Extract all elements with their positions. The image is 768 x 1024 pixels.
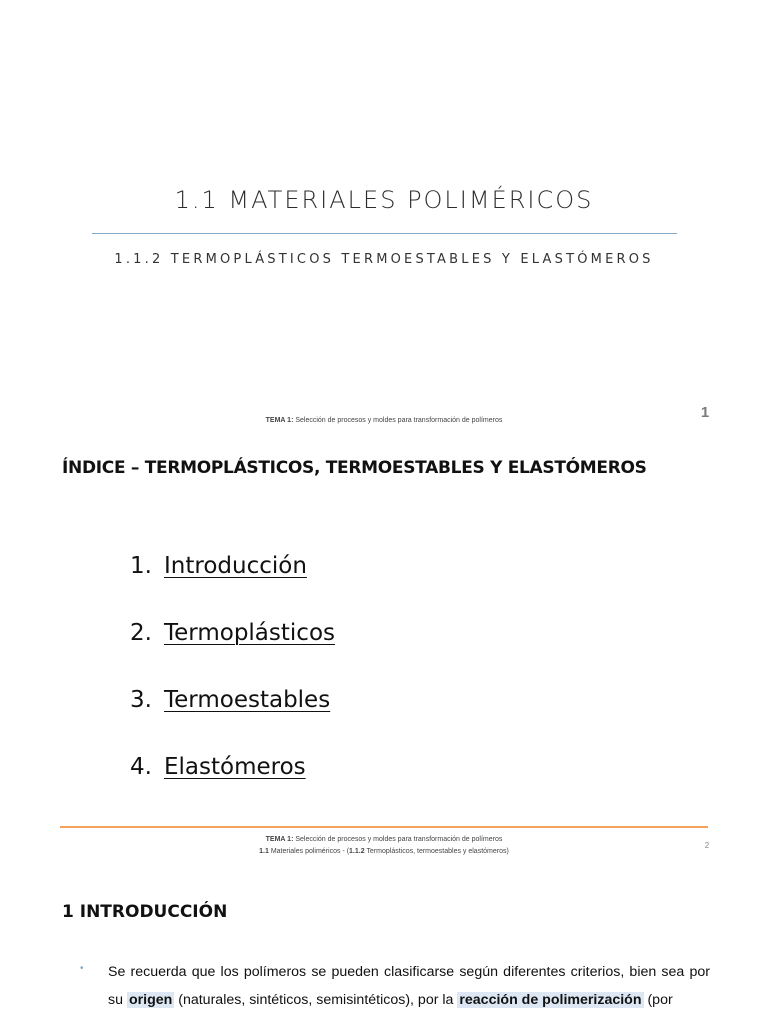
footer-subsection-text: Termoplásticos, termoestables y elastómeros) (364, 848, 509, 855)
page-number: 1 (700, 404, 710, 421)
footer-tema-text: Selección de procesos y moldes para transformación de polímeros (293, 836, 503, 843)
toc-link[interactable]: Elastómeros (164, 754, 306, 780)
index-title: ÍNDICE – TERMOPLÁSTICOS, TERMOESTABLES Y ELASTÓMEROS (62, 458, 647, 478)
footer-tema-text: Selección de procesos y moldes para transformación de polímeros (293, 417, 503, 424)
toc-item-termoestables[interactable] (130, 687, 330, 713)
toc-link[interactable]: Termoestables (164, 687, 331, 713)
slide2-footer-line1 (0, 836, 768, 843)
title-divider (92, 233, 677, 234)
para-text: Se recuerda que los polímeros se pueden clasificarse según diferentes criterios, bien sea por su (108, 964, 710, 1008)
page-number: 2 (704, 841, 710, 850)
toc-link[interactable]: Introducción (164, 553, 307, 579)
toc-number: 3. (130, 687, 152, 713)
footer-subsection-number: 1.1.2 (349, 848, 365, 855)
intro-paragraph (108, 958, 710, 1014)
toc-number: 1. (130, 553, 152, 579)
toc-number: 2. (130, 620, 152, 646)
footer-section-text: Materiales poliméricos - ( (268, 848, 350, 855)
toc-item-introduccion[interactable] (130, 553, 307, 579)
footer-tema-label: TEMA 1: (265, 836, 294, 843)
footer-section-number: 1.1 (259, 848, 269, 855)
bullet-icon: • (80, 963, 84, 974)
page-subtitle: 1.1.2 TERMOPLÁSTICOS TERMOESTABLES Y ELASTÓMEROS (114, 252, 654, 267)
toc-item-termoplasticos[interactable] (130, 620, 335, 646)
toc-link[interactable]: Termoplásticos (164, 620, 335, 646)
footer-tema-label: TEMA 1: (265, 417, 294, 424)
slide1-footer (0, 417, 768, 424)
toc-number: 4. (130, 754, 152, 780)
page-title: 1.1 MATERIALES POLIMÉRICOS (174, 186, 594, 214)
para-text: (por (643, 992, 673, 1008)
highlight-reaccion: reacción de polimerización (459, 992, 642, 1008)
para-text: (naturales, sintéticos, semisintéticos), por la (174, 992, 458, 1008)
section-title: 1 INTRODUCCIÓN (62, 902, 228, 922)
slide2-footer-line2 (0, 848, 768, 855)
toc-item-elastomeros[interactable] (130, 754, 306, 780)
footer-divider (60, 826, 708, 828)
highlight-origen: origen (128, 992, 173, 1008)
